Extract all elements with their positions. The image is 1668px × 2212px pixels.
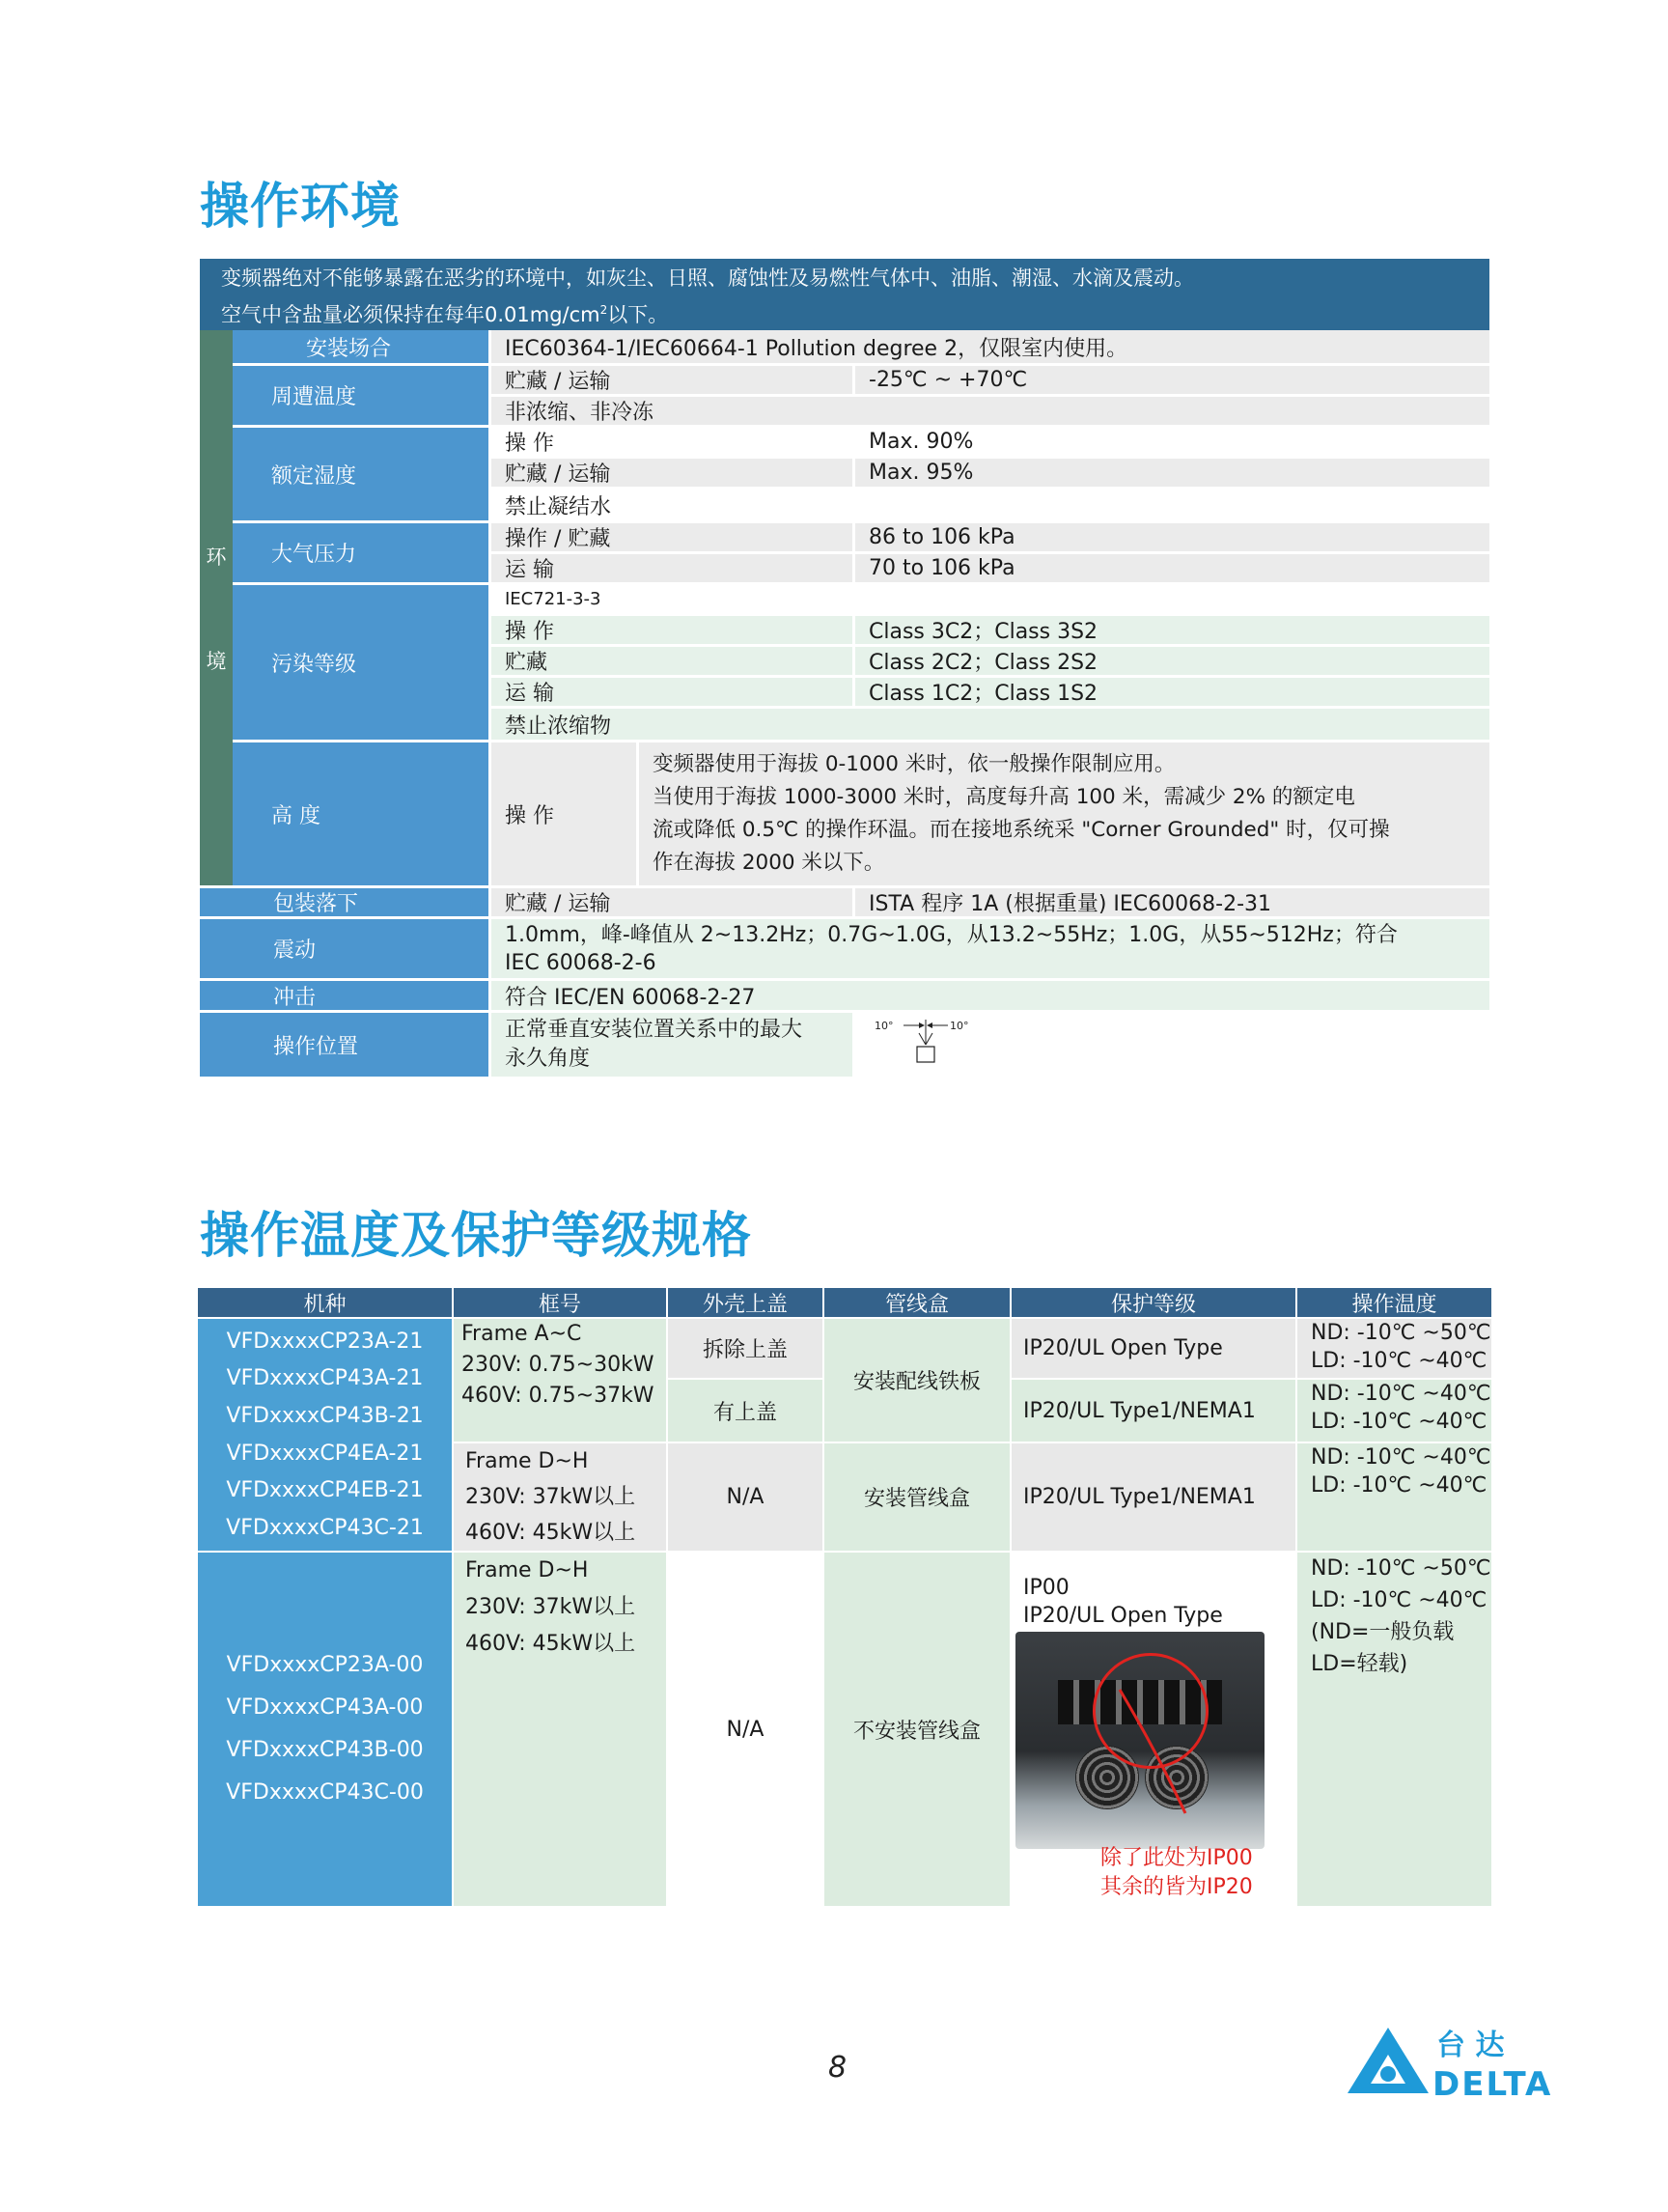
vibration-value: 1.0mm，峰-峰值从 2~13.2Hz；0.7G~1.0G，从13.2~55Hz；1.0G，从55~512Hz；符合 IEC 60068-2-6 [491, 919, 1489, 978]
humidity-storage-key: 贮藏 / 运输 [491, 459, 852, 487]
svg-text:10°: 10° [950, 1020, 969, 1032]
models-21-list [198, 1319, 452, 1551]
cover-on: 有上盖 [668, 1380, 822, 1442]
temp-storage-key: 贮藏 / 运输 [491, 366, 852, 394]
temp-row-1: ND: -10℃ ~50℃ LD: -10℃ ~40℃ [1297, 1319, 1491, 1378]
temp-storage-value: -25℃ ~ +70℃ [855, 366, 1489, 394]
callout-arrow [1110, 1680, 1197, 1825]
pollution-storage-value: Class 2C2；Class 2S2 [855, 647, 1489, 675]
model-item: VFDxxxxCP23A-00 [226, 1653, 424, 1677]
pressure-op-value: 86 to 106 kPa [855, 523, 1489, 551]
drop-key: 贮藏 / 运输 [491, 888, 852, 916]
pollution-note: 禁止浓缩物 [491, 709, 1489, 740]
header-op-temp: 操作温度 [1297, 1288, 1491, 1317]
delta-triangle-icon [1340, 2016, 1552, 2103]
pressure-transport-value: 70 to 106 kPa [855, 554, 1489, 582]
pollution-op-key: 操 作 [491, 616, 852, 644]
temp-note: 非浓缩、非冷冻 [491, 397, 1489, 425]
shock-value: 符合 IEC/EN 60068-2-27 [491, 981, 1489, 1010]
svg-text:DELTA: DELTA [1432, 2065, 1552, 2103]
altitude-description: 变频器使用于海拔 0-1000 米时，依一般操作限制应用。 当使用于海拔 1000-3000 米时，高度每升高 100 米，需减少 2% 的额定电 流或降低 0.5℃ 的操作环温。而在接地系统采 "Corner Grounded" 时，仅可操 作在海拔 2000 米以下。 [639, 742, 1489, 885]
vibration-label: 震动 [200, 919, 488, 978]
model-item: VFDxxxxCP4EB-21 [226, 1478, 424, 1503]
cover-na-1: N/A [668, 1443, 822, 1551]
mounting-angle-diagram [869, 1016, 985, 1074]
svg-text:台 达: 台 达 [1436, 2029, 1505, 2062]
intro-line-2: 空气中含盐量必须保持在每年$0.01mg/cm^2$以下。 [221, 303, 669, 326]
frame-dh-00: Frame D~H 230V: 37kW以上 460V: 45kW以上 [454, 1553, 666, 1906]
page-number: 8 [828, 2051, 848, 2085]
conduit-plate: 安装配线铁板 [824, 1319, 1010, 1442]
humidity-label: 额定湿度 [233, 428, 488, 520]
position-diagram-cell [855, 1013, 1489, 1077]
model-item: VFDxxxxCP43B-21 [226, 1404, 424, 1429]
model-item: VFDxxxxCP43C-00 [226, 1780, 424, 1805]
pressure-op-key: 操作 / 贮藏 [491, 523, 852, 551]
pressure-label: 大气压力 [233, 523, 488, 582]
header-frame: 框号 [454, 1288, 666, 1317]
section-title-temp-protection: 操作温度及保护等级规格 [200, 1208, 753, 1265]
header-conduit: 管线盒 [824, 1288, 1010, 1317]
humidity-note: 禁止凝结水 [491, 490, 1489, 520]
model-item: VFDxxxxCP43C-21 [226, 1516, 424, 1541]
header-model: 机种 [198, 1288, 452, 1317]
model-item: VFDxxxxCP43A-21 [226, 1366, 424, 1391]
temp-label: 周遭温度 [233, 366, 488, 425]
pollution-transport-value: Class 1C2；Class 1S2 [855, 678, 1489, 706]
model-item: VFDxxxxCP43A-00 [226, 1695, 424, 1720]
section-title-environment: 操作环境 [200, 179, 402, 236]
drop-label: 包装落下 [200, 888, 488, 916]
pollution-storage-key: 贮藏 [491, 647, 852, 675]
pollution-label: 污染等级 [233, 585, 488, 740]
install-value: IEC60364-1/IEC60664-1 Pollution degree 2，仅限室内使用。 [491, 330, 1489, 363]
temp-row-4: ND: -10℃ ~50℃ LD: -10℃ ~40℃ (ND=一般负载 LD=轻载) [1297, 1553, 1491, 1906]
models-00-list [198, 1553, 452, 1906]
svg-text:10°: 10° [875, 1020, 894, 1032]
header-protection: 保护等级 [1012, 1288, 1295, 1317]
delta-logo [1340, 2016, 1552, 2103]
pollution-transport-key: 运 输 [491, 678, 852, 706]
position-label: 操作位置 [200, 1013, 488, 1077]
altitude-label: 高 度 [233, 742, 488, 885]
pollution-op-value: Class 3C2；Class 3S2 [855, 616, 1489, 644]
env-vertical-label: 环 境 [200, 330, 233, 885]
drop-value: ISTA 程序 1A (根据重量) IEC60068-2-31 [855, 888, 1489, 916]
humidity-op-key: 操 作 [491, 428, 852, 456]
frame-ac: Frame A~C 230V: 0.75~30kW 460V: 0.75~37kW [454, 1319, 666, 1442]
pressure-transport-key: 运 输 [491, 554, 852, 582]
conduit-none: 不安装管线盒 [824, 1553, 1010, 1906]
humidity-storage-value: Max. 95% [855, 459, 1489, 487]
env-intro-banner [200, 259, 1489, 330]
cover-remove: 拆除上盖 [668, 1319, 822, 1378]
protection-open: IP20/UL Open Type [1012, 1319, 1295, 1378]
temp-row-2: ND: -10℃ ~40℃ LD: -10℃ ~40℃ [1297, 1380, 1491, 1442]
environment-table [200, 330, 1489, 1077]
intro-line-1: 变频器绝对不能够暴露在恶劣的环境中，如灰尘、日照、腐蚀性及易燃性气体中、油脂、潮湿、水滴及震动。 [221, 266, 1194, 290]
header-cover: 外壳上盖 [668, 1288, 822, 1317]
position-value: 正常垂直安装位置关系中的最大 永久角度 [491, 1013, 852, 1077]
model-item: VFDxxxxCP43B-00 [226, 1738, 424, 1762]
altitude-op-key: 操 作 [491, 742, 636, 885]
conduit-box: 安装管线盒 [824, 1443, 1010, 1551]
frame-dh-21: Frame D~H 230V: 37kW以上 460V: 45kW以上 [454, 1443, 666, 1551]
temp-row-3: ND: -10℃ ~40℃ LD: -10℃ ~40℃ [1297, 1443, 1491, 1551]
humidity-op-value: Max. 90% [855, 428, 1489, 456]
cover-na-2: N/A [668, 1553, 822, 1906]
model-item: VFDxxxxCP23A-21 [226, 1329, 424, 1354]
pollution-standard: IEC721-3-3 [491, 585, 1489, 613]
shock-label: 冲击 [200, 981, 488, 1010]
protection-type1-a: IP20/UL Type1/NEMA1 [1012, 1380, 1295, 1442]
temp-protection-table [198, 1288, 1491, 1906]
install-label: 安装场合 [233, 330, 488, 363]
protection-ip00-text: IP00 IP20/UL Open Type [1023, 1576, 1223, 1628]
model-item: VFDxxxxCP4EA-21 [226, 1441, 424, 1466]
photo-note: 除了此处为IP00 其余的皆为IP20 [1100, 1846, 1253, 1899]
protection-type1-b: IP20/UL Type1/NEMA1 [1012, 1443, 1295, 1551]
